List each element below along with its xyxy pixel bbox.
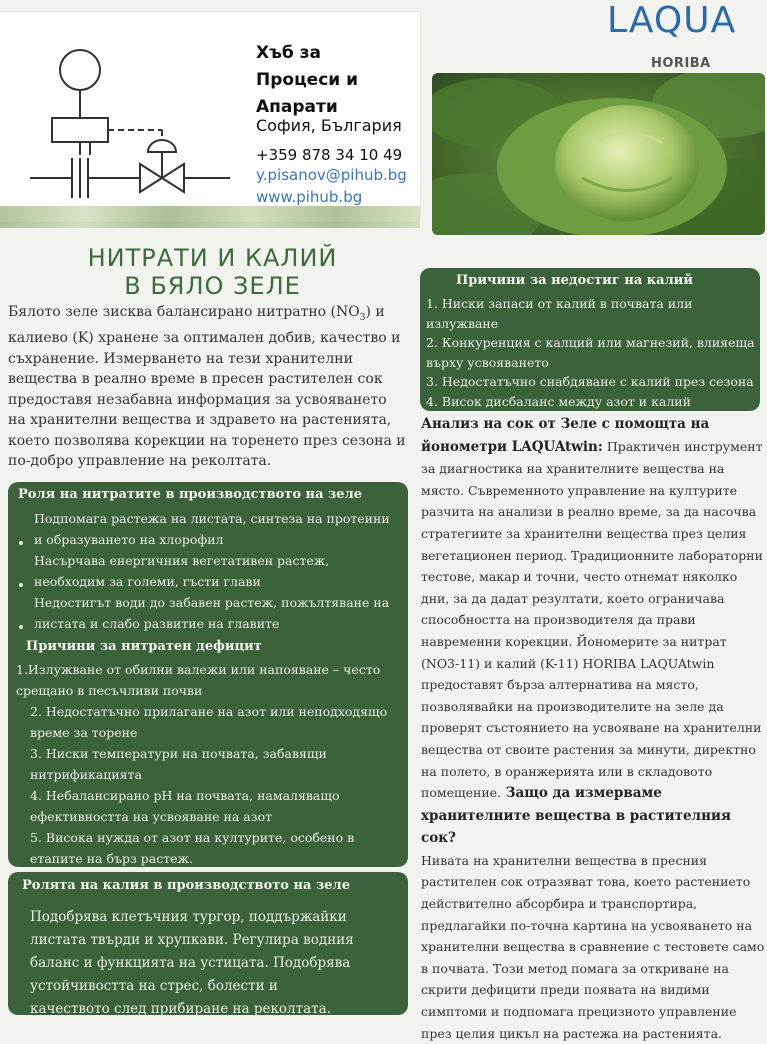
why-heading: Защо да измерваме хранителните вещества в растителния сок? (421, 785, 731, 847)
analysis-heading: Анализ на сок от Зеле с помощта на йонометри LAQUAtwin: (421, 416, 710, 455)
list-item: 2. Недостатъчно прилагане на азот или неподходящо време за торене (30, 704, 388, 740)
list-item: 1.Излужване от обилни валежи или напояване – често срещано в песъчливи почви (16, 662, 381, 698)
cabbage-photo (432, 73, 765, 235)
nitrates-role-title: Роля на нитратите в производството на зеле (18, 487, 363, 502)
title-line: НИТРАТИ И КАЛИЙ (87, 244, 338, 272)
hub-email-link[interactable]: y.pisanov@pihub.bg (256, 166, 407, 184)
hub-name (256, 40, 358, 121)
hub-name-line: Апарати (256, 97, 338, 117)
potassium-role-box (8, 872, 408, 1015)
intro-text-before: Бялото зеле зисква балансирано нитратно (NO (8, 304, 360, 320)
horiba-logo: HORIBA (651, 56, 711, 71)
leaf-strip-decoration (0, 206, 420, 228)
list-item: Недостигът води до забавен растеж, пожълтяване на листата и слабо развитие на главите (16, 592, 400, 634)
hub-name-line: Хъб за (256, 43, 322, 63)
list-item: 3. Ниски температури на почвата, забавящи нитрификацията (30, 746, 327, 782)
why-text: Нивата на хранителни вещества в пресния растителен сок отразяват това, което растението действително абсорбира и транспортира, предлагайки по-точна картина на усвояването на хранителни вещества в сравнение с тестовете само в почвата. Този метод помага за откриване на скрити дефицити преди появата на видими симптоми и подпомага прецизното управление през целия цикъл на растежа на растенията. (421, 852, 765, 1041)
potassium-deficit-list (426, 294, 756, 411)
analysis-text: Практичен инструмент за диагностика на хранителните вещества на място. Съвременното управление на културите разчита на анализи в реално време, за да насочва стратегиите за хранителни вещества през целия вегетационен период. Традиционните лабораторни тестове, макар и точни, често отнемат няколко дни, за да дадат резултати, което ограничава способността на производителя да прави навременни корекции. Йономерите за нитрат (NO3-11) и калий (K-11) HORIBA LAQUAtwin предоставят бърза алтернатива на място, позволявайки на производителите на зеле да проверят състоянието на усвояване на хранителни вещества от своите растения за минути, директно на полето, в оранжерията или в складовото помещение. (421, 438, 763, 801)
process-diagram-icon (30, 40, 230, 200)
hub-city: София, България (256, 116, 402, 135)
list-item: 5. Висока нужда от азот на културите, особено в етапите на бърз растеж. (30, 830, 355, 866)
nitrate-deficit-list (16, 659, 401, 869)
potassium-role-title: Ролята на калия в производството на зеле (22, 878, 350, 893)
intro-subscript: 3 (359, 312, 366, 323)
list-item: 2. Конкуренция с калций или магнезий, влияеща върху усвояването (426, 335, 755, 370)
hub-phone: +359 878 34 10 49 (256, 146, 403, 164)
nitrates-role-list (16, 508, 400, 634)
laqua-logo: LAQUA (607, 0, 737, 41)
hub-name-line: Процеси и (256, 70, 359, 90)
list-item: Насърчава енергичния вегетативен растеж, необходим за големи, гъсти глави (16, 550, 400, 592)
list-item: Подпомага растежа на листата, синтеза на протеини и образуването на хлорофил (16, 508, 400, 550)
title-line: В БЯЛО ЗЕЛЕ (124, 272, 301, 300)
list-item: 4. Небалансирано pH на почвата, намаляващо ефективността на усвояване на азот (30, 788, 340, 824)
page-title (0, 244, 425, 300)
list-item: 3. Недостатъчно снабдяване с калий през сезона (426, 374, 754, 389)
potassium-deficit-box (420, 268, 760, 411)
nitrate-deficit-title: Причини за нитратен дефицит (26, 639, 262, 654)
nitrates-box (8, 482, 408, 867)
list-item: 1. Ниски запаси от калий в почвата или излужване (426, 296, 693, 331)
intro-text-after: ) и калиево (K) хранене за оптимален добив, качество и съхранение. Измерването на тези хранителни вещества в реално време в пресен растителен сок предоставя незабавна информация за усвояването на хранителни вещества и здравето на растенията, което позволява корекции на торенето през сезона и по-добро управление на реколтата. (8, 304, 406, 470)
potassium-deficit-title: Причини за недостиг на калий (456, 273, 694, 288)
analysis-section (421, 413, 766, 1044)
list-item: 4. Висок дисбаланс между азот и калий (426, 393, 691, 409)
hub-website-link[interactable]: www.pihub.bg (256, 188, 363, 206)
intro-paragraph (8, 302, 408, 472)
potassium-role-text: Подобрява клетъчния тургор, поддържайки листата твърди и хрупкави. Регулира водния баланс и функцията на устицата. Подобрява устойчивостта на стрес, болести и качеството след прибиране на реколтата. (30, 909, 354, 1017)
